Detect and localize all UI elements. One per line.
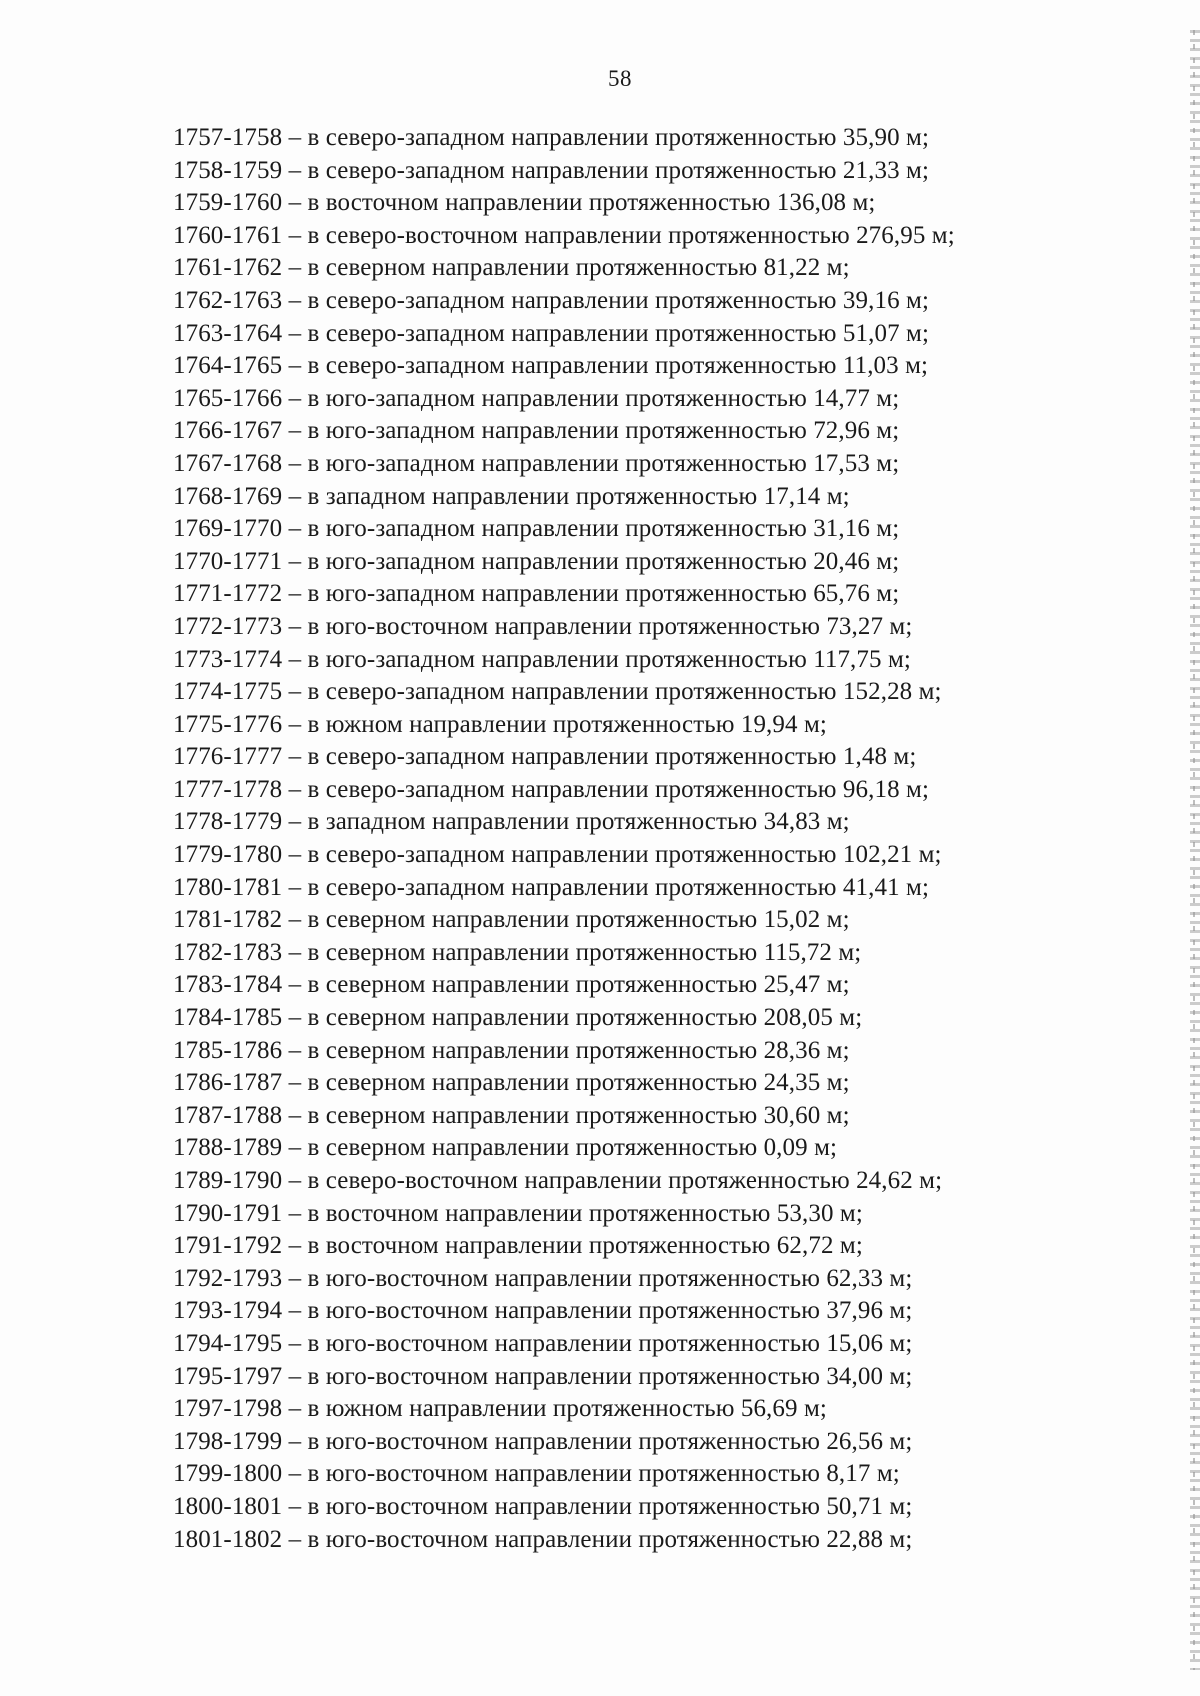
boundary-segment-line: 1779-1780 – в северо-западном направлении протяженностью 102,21 м;	[173, 841, 942, 869]
boundary-segment-line: 1776-1777 – в северо-западном направлении протяженностью 1,48 м;	[173, 743, 917, 771]
boundary-segment-line: 1789-1790 – в северо-восточном направлении протяженностью 24,62 м;	[173, 1167, 943, 1194]
boundary-segment-line: 1762-1763 – в северо-западном направлении протяженностью 39,16 м;	[173, 286, 929, 314]
boundary-segment-line: 1777-1778 – в северо-западном направлении протяженностью 96,18 м;	[173, 775, 929, 803]
boundary-segment-line: 1766-1767 – в юго-западном направлении протяженностью 72,96 м;	[173, 417, 900, 445]
boundary-segment-line: 1782-1783 – в северном направлении протяженностью 115,72 м;	[173, 938, 862, 966]
boundary-segment-line: 1759-1760 – в восточном направлении протяженностью 136,08 м;	[173, 189, 876, 217]
boundary-segment-line: 1772-1773 – в юго-восточном направлении протяженностью 73,27 м;	[173, 612, 913, 640]
boundary-segment-line: 1790-1791 – в восточном направлении протяженностью 53,30 м;	[173, 1199, 863, 1227]
boundary-segment-line: 1764-1765 – в северо-западном направлении протяженностью 11,03 м;	[173, 352, 929, 380]
boundary-segment-list	[173, 122, 955, 1556]
boundary-segment-line: 1775-1776 – в южном направлении протяженностью 19,94 м;	[173, 710, 827, 738]
boundary-segment-line: 1763-1764 – в северо-западном направлении протяженностью 51,07 м;	[173, 319, 929, 347]
boundary-segment-line: 1787-1788 – в северном направлении протяженностью 30,60 м;	[173, 1101, 850, 1129]
boundary-segment-line: 1770-1771 – в юго-западном направлении протяженностью 20,46 м;	[173, 547, 900, 575]
boundary-segment-line: 1788-1789 – в северном направлении протяженностью 0,09 м;	[173, 1134, 838, 1162]
boundary-segment-line: 1794-1795 – в юго-восточном направлении протяженностью 15,06 м;	[173, 1329, 913, 1357]
boundary-segment-line: 1784-1785 – в северном направлении протяженностью 208,05 м;	[173, 1004, 863, 1032]
boundary-segment-line: 1793-1794 – в юго-восточном направлении протяженностью 37,96 м;	[173, 1297, 913, 1325]
boundary-segment-line: 1799-1800 – в юго-восточном направлении протяженностью 8,17 м;	[173, 1460, 900, 1488]
boundary-segment-line: 1773-1774 – в юго-западном направлении протяженностью 117,75 м;	[173, 645, 911, 673]
boundary-segment-line: 1783-1784 – в северном направлении протяженностью 25,47 м;	[173, 971, 850, 999]
boundary-segment-line: 1801-1802 – в юго-восточном направлении протяженностью 22,88 м;	[173, 1525, 913, 1553]
boundary-segment-line: 1791-1792 – в восточном направлении протяженностью 62,72 м;	[173, 1232, 863, 1260]
boundary-segment-line: 1797-1798 – в южном направлении протяженностью 56,69 м;	[173, 1395, 827, 1423]
boundary-segment-line: 1780-1781 – в северо-западном направлении протяженностью 41,41 м;	[173, 873, 929, 901]
boundary-segment-line: 1795-1797 – в юго-восточном направлении протяженностью 34,00 м;	[173, 1362, 913, 1390]
boundary-segment-line: 1800-1801 – в юго-восточном направлении протяженностью 50,71 м;	[173, 1492, 913, 1520]
boundary-segment-line: 1781-1782 – в северном направлении протяженностью 15,02 м;	[173, 906, 850, 934]
scan-edge-artifact	[1190, 30, 1200, 1670]
page-number: 58	[608, 66, 632, 91]
boundary-segment-line: 1757-1758 – в северо-западном направлении протяженностью 35,90 м;	[173, 124, 929, 151]
boundary-segment-line: 1768-1769 – в западном направлении протяженностью 17,14 м;	[173, 482, 850, 510]
boundary-segment-line: 1798-1799 – в юго-восточном направлении протяженностью 26,56 м;	[173, 1427, 913, 1455]
boundary-segment-line: 1767-1768 – в юго-западном направлении протяженностью 17,53 м;	[173, 449, 900, 477]
boundary-segment-line: 1765-1766 – в юго-западном направлении протяженностью 14,77 м;	[173, 384, 900, 412]
boundary-segment-line: 1786-1787 – в северном направлении протяженностью 24,35 м;	[173, 1069, 850, 1097]
boundary-segment-line: 1758-1759 – в северо-западном направлении протяженностью 21,33 м;	[173, 156, 929, 184]
boundary-segment-line: 1792-1793 – в юго-восточном направлении протяженностью 62,33 м;	[173, 1264, 913, 1292]
boundary-segment-line: 1769-1770 – в юго-западном направлении протяженностью 31,16 м;	[173, 515, 900, 543]
boundary-segment-line: 1771-1772 – в юго-западном направлении протяженностью 65,76 м;	[173, 580, 900, 608]
boundary-segment-line: 1760-1761 – в северо-восточном направлении протяженностью 276,95 м;	[173, 221, 955, 249]
boundary-segment-line: 1774-1775 – в северо-западном направлении протяженностью 152,28 м;	[173, 678, 942, 706]
boundary-segment-line: 1778-1779 – в западном направлении протяженностью 34,83 м;	[173, 808, 850, 836]
boundary-segment-line: 1761-1762 – в северном направлении протяженностью 81,22 м;	[173, 254, 850, 282]
boundary-segment-line: 1785-1786 – в северном направлении протяженностью 28,36 м;	[173, 1036, 850, 1064]
